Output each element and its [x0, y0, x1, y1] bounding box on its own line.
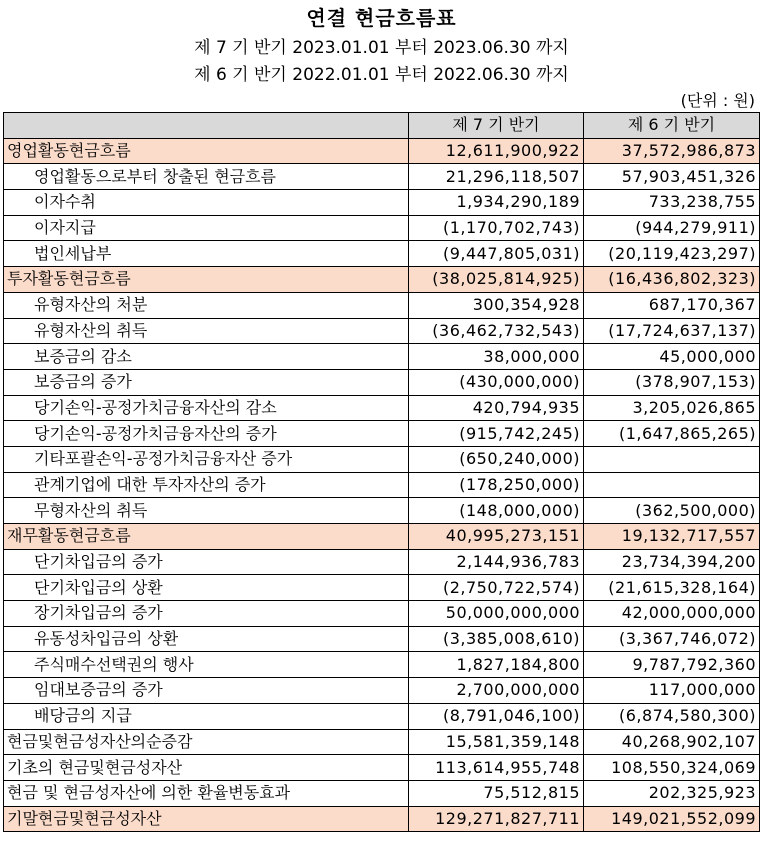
current-period-value: (430,000,000)	[409, 369, 584, 395]
row-label: 주식매수선택권의 행사	[4, 652, 409, 678]
prior-period-value: 3,205,026,865	[584, 395, 760, 421]
prior-period: 제 6 기 반기 2022.01.01 부터 2022.06.30 까지	[194, 65, 569, 85]
row-label: 이자수취	[4, 190, 409, 216]
row-label: 무형자산의 취득	[4, 498, 409, 524]
prior-period-value: 687,170,367	[584, 292, 760, 318]
table-row	[4, 421, 760, 447]
prior-period-value: 149,021,552,099	[584, 806, 760, 832]
row-label: 보증금의 감소	[4, 344, 409, 370]
current-period-value: (8,791,046,100)	[409, 703, 584, 729]
table-row	[4, 601, 760, 627]
header-prior: 제 6 기 반기	[584, 113, 760, 139]
header-current: 제 7 기 반기	[409, 113, 584, 139]
current-period-value: 12,611,900,922	[409, 138, 584, 164]
row-label: 장기차입금의 증가	[4, 601, 409, 627]
table-body	[4, 138, 760, 832]
current-period-value: 129,271,827,711	[409, 806, 584, 832]
table-row	[4, 369, 760, 395]
prior-period-value: 23,734,394,200	[584, 549, 760, 575]
table-row	[4, 292, 760, 318]
row-label: 영업활동으로부터 창출된 현금흐름	[4, 164, 409, 190]
current-period-value: (148,000,000)	[409, 498, 584, 524]
row-label: 현금 및 현금성자산에 의한 환율변동효과	[4, 780, 409, 806]
cash-flow-table	[3, 112, 760, 832]
table-row	[4, 472, 760, 498]
current-period-value: (915,742,245)	[409, 421, 584, 447]
current-period-value: 15,581,359,148	[409, 729, 584, 755]
current-period-value: (38,025,814,925)	[409, 267, 584, 293]
table-row	[4, 755, 760, 781]
table-row	[4, 190, 760, 216]
table-row	[4, 395, 760, 421]
row-label: 투자활동현금흐름	[4, 267, 409, 293]
row-label: 영업활동현금흐름	[4, 138, 409, 164]
section-row	[4, 138, 760, 164]
row-label: 유동성차입금의 상환	[4, 626, 409, 652]
prior-period-value: (6,874,580,300)	[584, 703, 760, 729]
table-row	[4, 703, 760, 729]
current-period-value: 300,354,928	[409, 292, 584, 318]
current-period-value: (3,385,008,610)	[409, 626, 584, 652]
prior-period-value: (20,119,423,297)	[584, 241, 760, 267]
row-label: 당기손익-공정가치금융자산의 증가	[4, 421, 409, 447]
prior-period-value: 117,000,000	[584, 678, 760, 704]
table-row	[4, 652, 760, 678]
row-label: 법인세납부	[4, 241, 409, 267]
table-row	[4, 729, 760, 755]
row-label: 유형자산의 취득	[4, 318, 409, 344]
current-period-value: 75,512,815	[409, 780, 584, 806]
row-label: 관계기업에 대한 투자자산의 증가	[4, 472, 409, 498]
prior-period-value: (1,647,865,265)	[584, 421, 760, 447]
current-period-value: (9,447,805,031)	[409, 241, 584, 267]
prior-period-value: (378,907,153)	[584, 369, 760, 395]
table-row	[4, 498, 760, 524]
table-row	[4, 678, 760, 704]
current-period-value: 21,296,118,507	[409, 164, 584, 190]
row-label: 임대보증금의 증가	[4, 678, 409, 704]
current-period-value: 1,934,290,189	[409, 190, 584, 216]
table-row	[4, 446, 760, 472]
row-label: 이자지급	[4, 215, 409, 241]
current-period-value: (36,462,732,543)	[409, 318, 584, 344]
table-header-row	[4, 113, 760, 139]
table-row	[4, 549, 760, 575]
section-row	[4, 806, 760, 832]
row-label: 당기손익-공정가치금융자산의 감소	[4, 395, 409, 421]
prior-period-value	[584, 472, 760, 498]
prior-period-value	[584, 446, 760, 472]
table-row	[4, 344, 760, 370]
table-row	[4, 626, 760, 652]
row-label: 단기차입금의 증가	[4, 549, 409, 575]
current-period-value: 1,827,184,800	[409, 652, 584, 678]
prior-period-value: (3,367,746,072)	[584, 626, 760, 652]
current-period-value: 40,995,273,151	[409, 524, 584, 550]
current-period-value: (178,250,000)	[409, 472, 584, 498]
current-period-value: 38,000,000	[409, 344, 584, 370]
row-label: 기말현금및현금성자산	[4, 806, 409, 832]
current-period-value: 50,000,000,000	[409, 601, 584, 627]
current-period-value: (2,750,722,574)	[409, 575, 584, 601]
unit-label: (단위 : 원)	[680, 91, 755, 110]
prior-period-value: 40,268,902,107	[584, 729, 760, 755]
table-row	[4, 215, 760, 241]
prior-period-value: 108,550,324,069	[584, 755, 760, 781]
prior-period-value: 202,325,923	[584, 780, 760, 806]
section-row	[4, 267, 760, 293]
row-label: 기타포괄손익-공정가치금융자산 증가	[4, 446, 409, 472]
table-row	[4, 318, 760, 344]
statement-title: 연결 현금흐름표	[306, 6, 457, 30]
prior-period-value: (21,615,328,164)	[584, 575, 760, 601]
prior-period-value: 45,000,000	[584, 344, 760, 370]
current-period-value: (650,240,000)	[409, 446, 584, 472]
prior-period-value: 57,903,451,326	[584, 164, 760, 190]
current-period: 제 7 기 반기 2023.01.01 부터 2023.06.30 까지	[194, 38, 569, 58]
row-label: 기초의 현금및현금성자산	[4, 755, 409, 781]
prior-period-value: (944,279,911)	[584, 215, 760, 241]
prior-period-value: 42,000,000,000	[584, 601, 760, 627]
prior-period-value: (16,436,802,323)	[584, 267, 760, 293]
row-label: 보증금의 증가	[4, 369, 409, 395]
current-period-value: 2,700,000,000	[409, 678, 584, 704]
row-label: 현금및현금성자산의순증감	[4, 729, 409, 755]
current-period-value: 113,614,955,748	[409, 755, 584, 781]
prior-period-value: (362,500,000)	[584, 498, 760, 524]
table-row	[4, 780, 760, 806]
section-row	[4, 524, 760, 550]
current-period-value: 2,144,936,783	[409, 549, 584, 575]
prior-period-value: 19,132,717,557	[584, 524, 760, 550]
row-label: 유형자산의 처분	[4, 292, 409, 318]
prior-period-value: (17,724,637,137)	[584, 318, 760, 344]
table-row	[4, 241, 760, 267]
row-label: 재무활동현금흐름	[4, 524, 409, 550]
current-period-value: 420,794,935	[409, 395, 584, 421]
prior-period-value: 733,238,755	[584, 190, 760, 216]
current-period-value: (1,170,702,743)	[409, 215, 584, 241]
row-label: 배당금의 지급	[4, 703, 409, 729]
prior-period-value: 37,572,986,873	[584, 138, 760, 164]
table-row	[4, 164, 760, 190]
header-blank	[4, 113, 409, 139]
table-row	[4, 575, 760, 601]
row-label: 단기차입금의 상환	[4, 575, 409, 601]
prior-period-value: 9,787,792,360	[584, 652, 760, 678]
